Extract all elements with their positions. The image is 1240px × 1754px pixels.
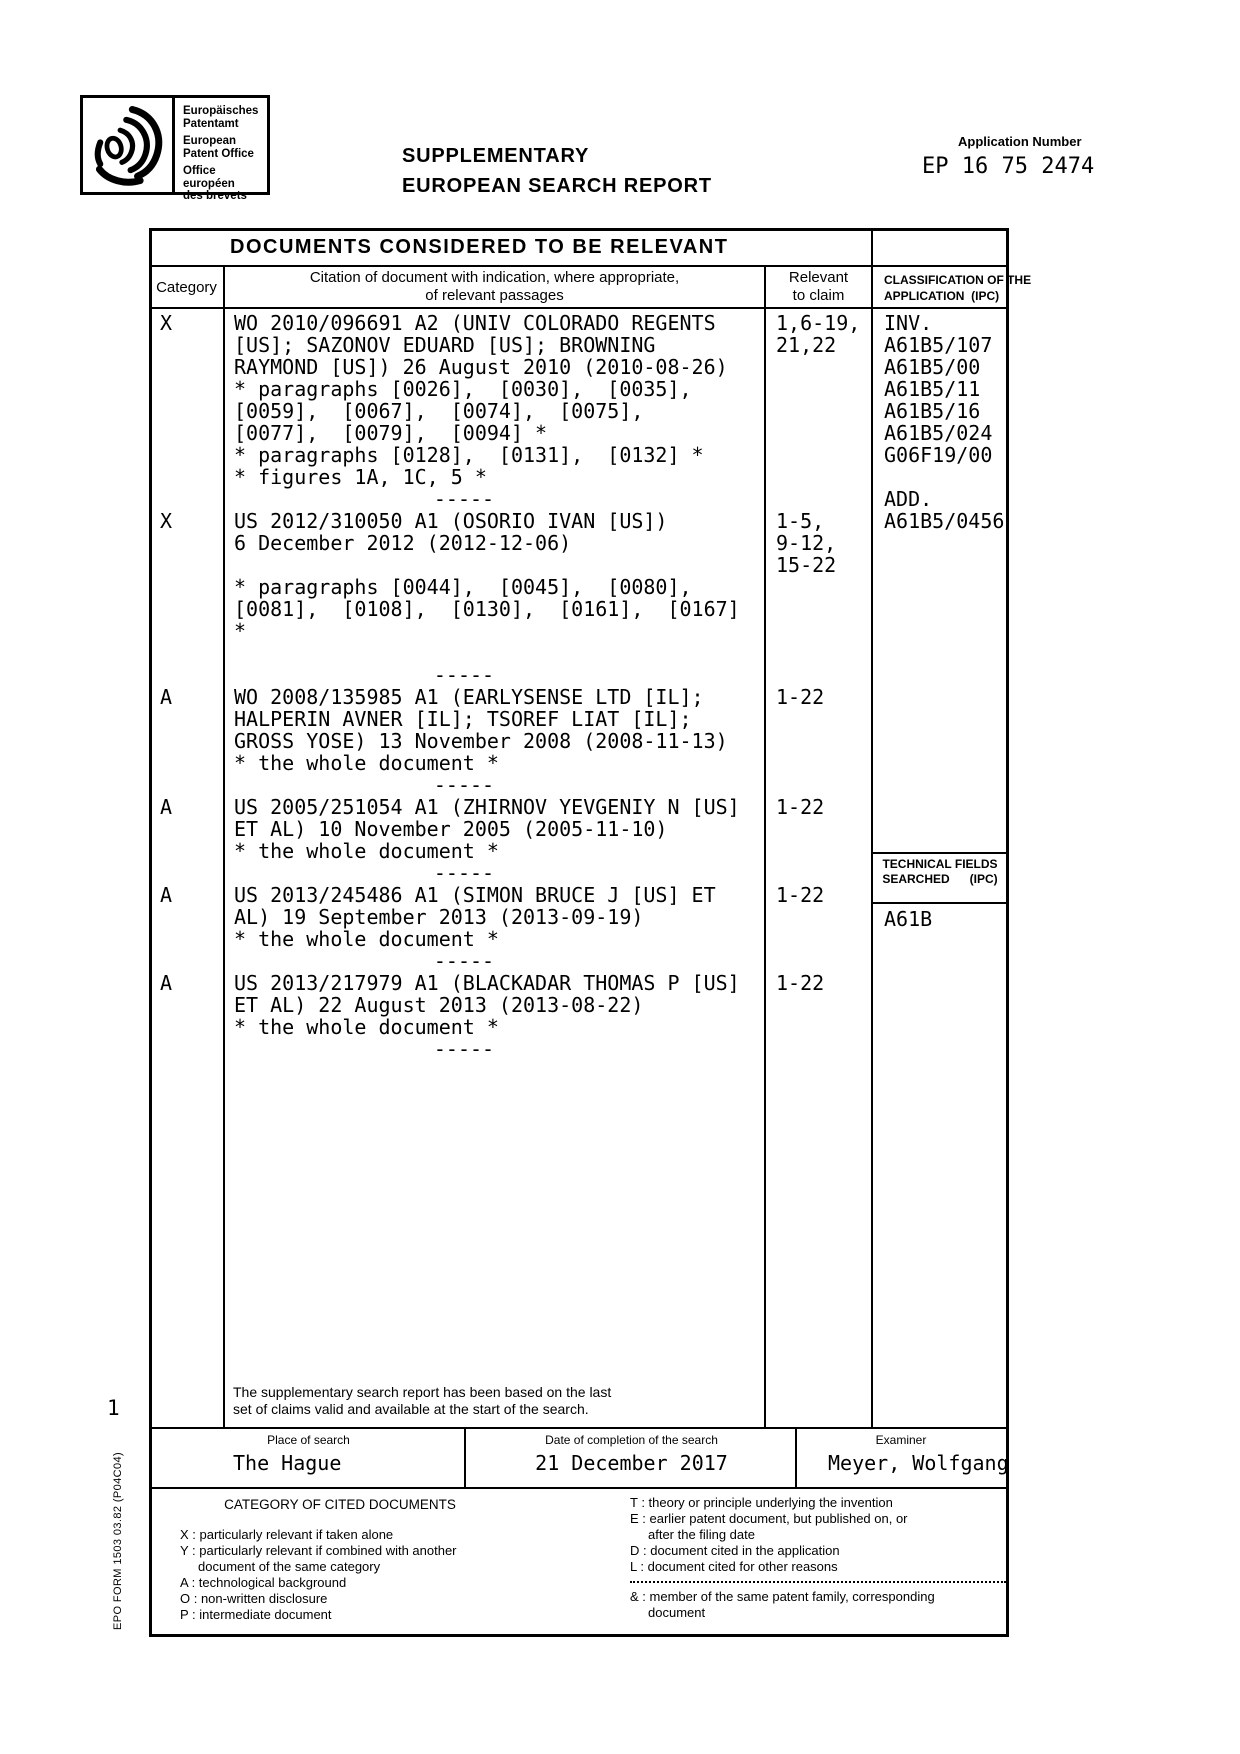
classification-line: ADD. (884, 487, 933, 511)
citation-line: * figures 1A, 1C, 5 * (234, 465, 487, 489)
column-header-classification-line1: CLASSIFICATION OF THE (884, 273, 1032, 287)
logo-line-en-2: Patent Office (183, 147, 254, 160)
legend-item: & : member of the same patent family, corresponding (630, 1589, 935, 1604)
classification-line: G06F19/00 (884, 443, 993, 467)
grid-line (1006, 228, 1009, 1637)
legend-item: A : technological background (180, 1575, 347, 1590)
table-row (152, 686, 1005, 796)
column-header-category: Category (156, 279, 217, 296)
citation-line: WO 2010/096691 A2 (UNIV COLORADO REGENTS (234, 311, 716, 335)
separator-dashes: ----- (433, 663, 495, 687)
relevant-claims (776, 796, 891, 818)
column-header-citation-line2: of relevant passages (425, 287, 564, 304)
epo-logo-icon (83, 98, 175, 192)
citation-line: US 2005/251054 A1 (ZHIRNOV YEVGENIY N [US] (234, 795, 740, 819)
separator-dashes: ----- (433, 773, 495, 797)
place-of-search-value: The Hague (233, 1451, 342, 1475)
document-title-line1: SUPPLEMENTARY (402, 145, 590, 167)
classification-line: A61B5/11 (884, 377, 981, 401)
separator-dashes: ----- (433, 949, 495, 973)
technical-fields-value: A61B (884, 907, 933, 931)
column-header-citation (224, 269, 765, 305)
technical-fields-label-line2: SEARCHED (IPC) (882, 872, 998, 886)
classification-list (884, 312, 1006, 532)
logo-line-de-2: Patentamt (183, 117, 239, 130)
citation-line: US 2013/217979 A1 (BLACKADAR THOMAS P [US] (234, 971, 740, 995)
citation-line: [0059], [0067], [0074], [0075], (234, 399, 644, 423)
citation-line: 6 December 2012 (2012-12-06) (234, 531, 572, 555)
citation-line: [0081], [0108], [0130], [0161], [0167] (234, 597, 740, 621)
table-row (152, 884, 1005, 972)
citation-line: ET AL) 22 August 2013 (2013-08-22) (234, 993, 644, 1017)
separator-dashes: ----- (433, 487, 495, 511)
examiner-label: Examiner (875, 1433, 927, 1447)
citation-line: RAYMOND [US]) 26 August 2010 (2010-08-26) (234, 355, 728, 379)
classification-line: A61B5/00 (884, 355, 981, 379)
legend-left-list (180, 1527, 457, 1623)
legend-title: CATEGORY OF CITED DOCUMENTS (224, 1497, 456, 1512)
form-code-vertical-text: EPO FORM 1503 03.82 (P04C04) (112, 1451, 124, 1631)
claims-line: 1-22 (776, 795, 825, 819)
legend-family-list (630, 1589, 935, 1621)
legend-item: L : document cited for other reasons (630, 1559, 838, 1574)
classification-line: INV. (884, 311, 933, 335)
legend-item: O : non-written disclosure (180, 1591, 328, 1606)
category-value: A (160, 883, 173, 907)
citation-line: * paragraphs [0026], [0030], [0035], (234, 377, 692, 401)
table-row (152, 972, 1005, 1060)
legend-item-continuation: document of the same category (198, 1559, 381, 1574)
relevant-claims (776, 972, 891, 994)
column-header-relevant-line2: to claim (792, 287, 845, 304)
citation-line: US 2013/245486 A1 (SIMON BRUCE J [US] ET (234, 883, 716, 907)
legend-item: Y : particularly relevant if combined with another (180, 1543, 457, 1558)
legend-item: D : document cited in the application (630, 1543, 840, 1558)
legend-dotted-divider (630, 1581, 1006, 1583)
separator-dashes: ----- (433, 861, 495, 885)
citation-line: * (234, 619, 247, 643)
column-header-classification-line2: APPLICATION (IPC) (884, 289, 1000, 303)
relevant-claims (776, 686, 891, 708)
citation-line: [0077], [0079], [0094] * (234, 421, 548, 445)
table-row (152, 510, 1005, 686)
column-header-relevant (765, 269, 872, 305)
page-number: 1 (107, 1396, 120, 1420)
grid-line (149, 228, 1009, 231)
claims-line: 1-22 (776, 883, 825, 907)
citation-line: HALPERIN AVNER [IL]; TSOREF LIAT [IL]; (234, 707, 692, 731)
legend-item: P : intermediate document (180, 1607, 332, 1622)
claims-line: 21,22 (776, 333, 837, 357)
technical-fields-label-line1: TECHNICAL FIELDS (882, 857, 998, 871)
category-value: A (160, 685, 173, 709)
logo-line-en-1: European (183, 135, 237, 147)
claims-line: 15-22 (776, 553, 837, 577)
legend-item: T : theory or principle underlying the invention (630, 1495, 893, 1510)
grid-line (149, 1487, 1009, 1489)
logo-line-de-1: Europäisches (183, 105, 259, 117)
claims-line: 1,6-19, (776, 311, 861, 335)
legend-item-continuation: document (648, 1605, 706, 1620)
citation-line: * the whole document * (234, 839, 499, 863)
date-of-completion-value: 21 December 2017 (535, 1451, 728, 1475)
application-number-label: Application Number (958, 134, 1082, 149)
column-header-relevant-line1: Relevant (788, 269, 849, 286)
separator-dashes: ----- (433, 1037, 495, 1061)
logo-line-fr-2: des brevets (183, 190, 247, 202)
grid-line (149, 1634, 1009, 1637)
epo-logo-box (80, 95, 270, 202)
citation-line: WO 2008/135985 A1 (EARLYSENSE LTD [IL]; (234, 685, 704, 709)
document-title-line2: EUROPEAN SEARCH REPORT (402, 175, 712, 197)
classification-line: A61B5/024 (884, 421, 993, 445)
relevant-claims (776, 312, 891, 356)
claims-line: 1-22 (776, 971, 825, 995)
date-of-completion-label: Date of completion of the search (545, 1433, 718, 1447)
citation-line: * the whole document * (234, 927, 499, 951)
table-title: DOCUMENTS CONSIDERED TO BE RELEVANT (230, 236, 729, 258)
claims-line: 1-5, (776, 509, 825, 533)
citation-line: [US]; SAZONOV EDUARD [US]; BROWNING (234, 333, 656, 357)
citation-line: AL) 19 September 2013 (2013-09-19) (234, 905, 644, 929)
category-value: X (160, 509, 173, 533)
citation-line: GROSS YOSE) 13 November 2008 (2008-11-13) (234, 729, 728, 753)
cited-documents-list (152, 312, 1005, 1060)
citation-line: US 2012/310050 A1 (OSORIO IVAN [US]) (234, 509, 668, 533)
category-value: X (160, 311, 173, 335)
legend-right-list (630, 1495, 908, 1575)
column-header-citation-line1: Citation of document with indication, where appropriate, (309, 269, 680, 286)
application-number-value: EP 16 75 2474 (922, 154, 1095, 179)
citation-line: * paragraphs [0128], [0131], [0132] * (234, 443, 704, 467)
grid-line (149, 265, 1009, 267)
relevant-claims (776, 884, 891, 906)
logo-line-fr-1: Office européen (183, 165, 235, 190)
claims-line: 1-22 (776, 685, 825, 709)
legend-item: E : earlier patent document, but published on, or (630, 1511, 908, 1526)
document-title (402, 141, 712, 201)
place-of-search-label: Place of search (267, 1433, 350, 1447)
citation-line: ET AL) 10 November 2005 (2005-11-10) (234, 817, 668, 841)
relevant-claims (776, 510, 891, 576)
grid-line (149, 1427, 1009, 1429)
search-note-line1: The supplementary search report has been based on the last (233, 1384, 612, 1400)
claims-line: 9-12, (776, 531, 837, 555)
classification-line: A61B5/16 (884, 399, 981, 423)
classification-line: A61B5/0456 (884, 509, 1005, 533)
classification-line (884, 466, 1006, 488)
classification-line: A61B5/107 (884, 333, 993, 357)
citation-line (234, 642, 1005, 664)
legend-item: X : particularly relevant if taken alone (180, 1527, 394, 1542)
search-note-line2: set of claims valid and available at the start of the search. (233, 1401, 589, 1417)
column-header-classification (884, 272, 1031, 304)
grid-line (149, 307, 1009, 309)
examiner-value: Meyer, Wolfgang (828, 1451, 1009, 1475)
table-row (152, 312, 1005, 510)
citation-line: * paragraphs [0044], [0045], [0080], (234, 575, 692, 599)
citation-line: * the whole document * (234, 751, 499, 775)
citation-line: * the whole document * (234, 1015, 499, 1039)
epo-logo-text (175, 98, 267, 202)
legend-item-continuation: after the filing date (648, 1527, 755, 1542)
category-value: A (160, 795, 173, 819)
category-value: A (160, 971, 173, 995)
